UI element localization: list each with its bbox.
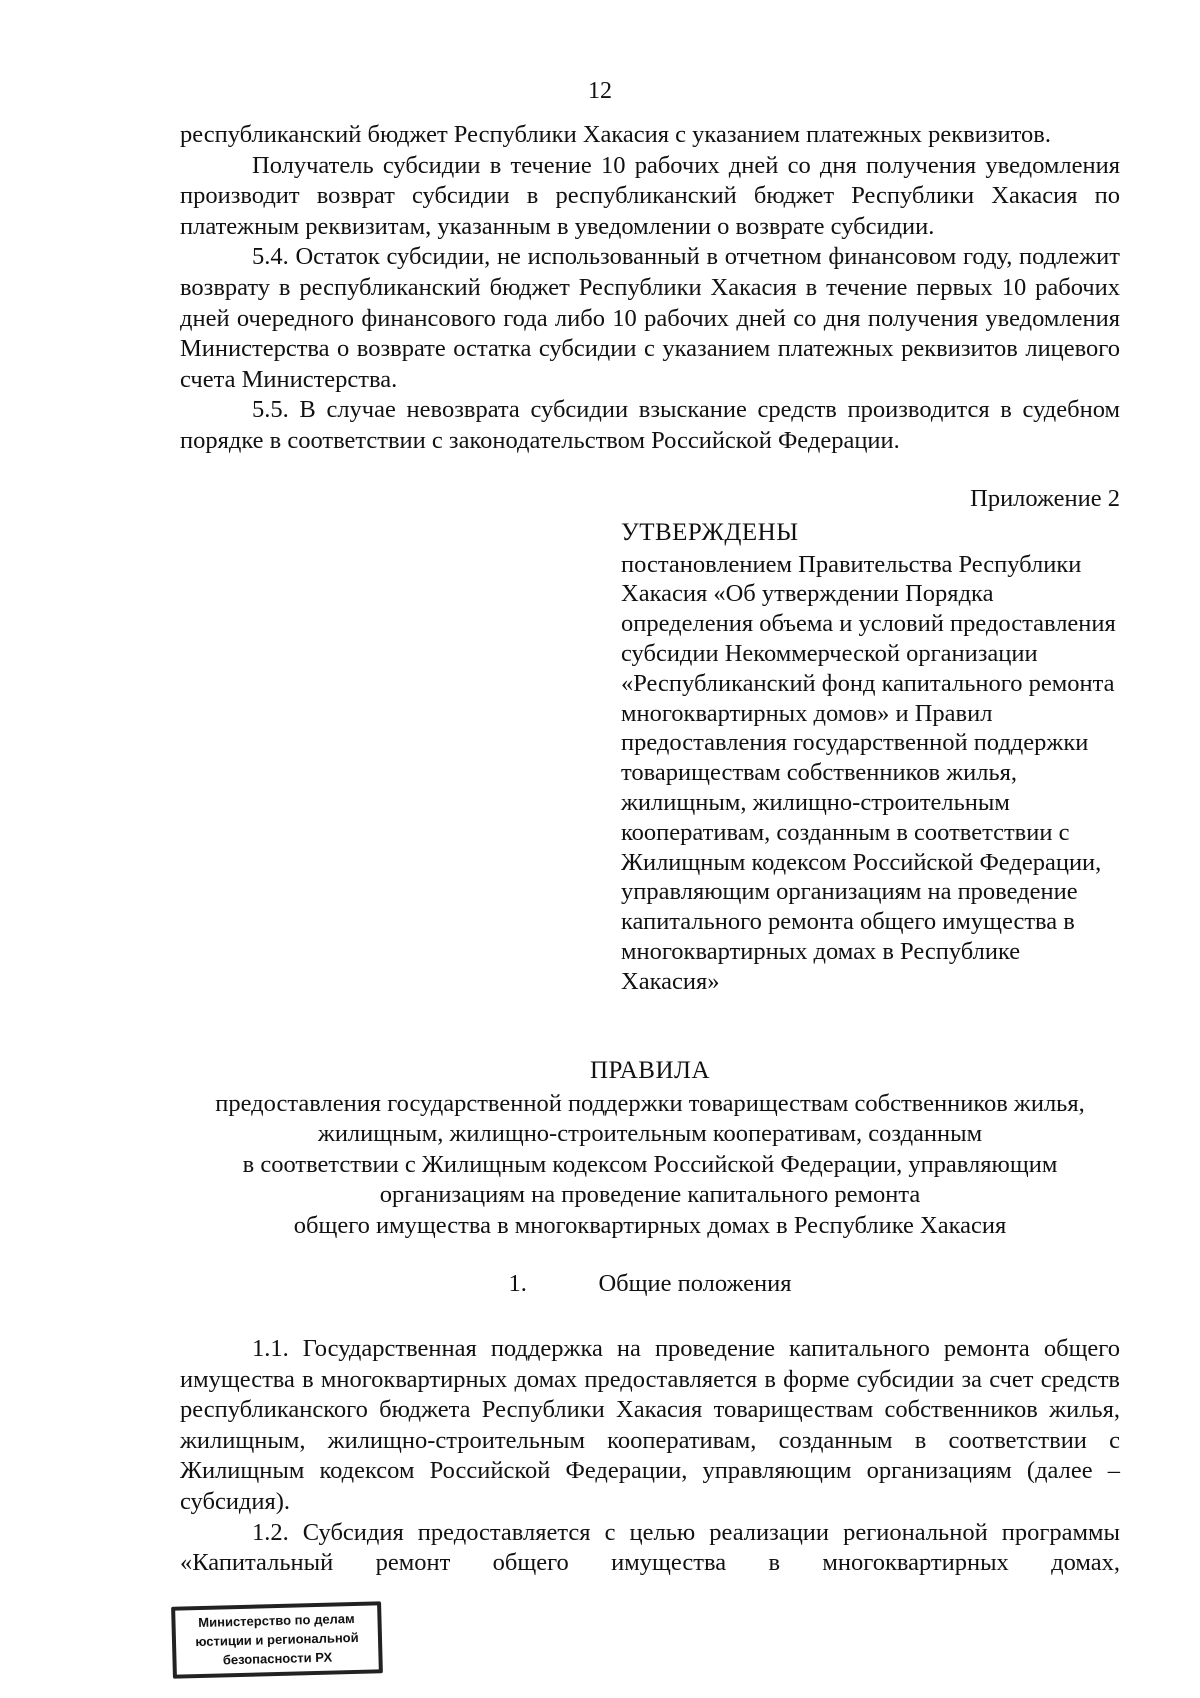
registration-stamp	[171, 1601, 383, 1678]
rules-subtitle-line: жилищным, жилищно-строительным кооперативам, созданным	[317, 1120, 983, 1148]
appendix-label: Приложение 2	[970, 485, 1120, 512]
page-number: 12	[588, 78, 612, 104]
paragraph-return-notice: Получатель субсидии в течение 10 рабочих дней со дня получения уведомления производит возврат субсидии в республиканский бюджет Республики Хакасия по платежным реквизитам, указанным в уведомлении о возврате субсидии.	[180, 151, 1120, 240]
paragraph-5-4: 5.4. Остаток субсидии, не использованный в отчетном финансовом году, подлежит возврату в республиканский бюджет Республики Хакасия в течение первых 10 рабочих дней очередного финансового года либо 10 рабочих дней со дня получения уведомления Министерства о возврате остатка субсидии с указанием платежных реквизитов лицевого счета Министерства.	[180, 243, 1120, 393]
rules-subtitle-line: общего имущества в многоквартирных домах в Республике Хакасия	[293, 1211, 1007, 1239]
section-body	[180, 1334, 1120, 1579]
approved-heading: УТВЕРЖДЕНЫ	[621, 518, 799, 546]
rules-heading-block	[180, 1056, 1120, 1242]
appendix-block	[621, 484, 1120, 997]
section-number: 1.	[508, 1270, 527, 1297]
stamp-line: Министерство по делам	[198, 1610, 355, 1631]
rules-subtitle-line: предоставления государственной поддержки товариществам собственников жилья,	[215, 1089, 1085, 1117]
paragraph-1-1: 1.1. Государственная поддержка на проведение капитального ремонта общего имущества в многоквартирных домах предоставляется в форме субсидии за счет средств республиканского бюджета Республики Хакасия товариществам собственников жилья, жилищным, жилищно-строительным кооперативам, созданным в соответствии с Жилищным кодексом Российской Федерации, управляющим организациям (далее – субсидия).	[180, 1335, 1120, 1515]
top-text-block	[180, 120, 1120, 457]
rules-subtitle-line: в соответствии с Жилищным кодексом Российской Федерации, управляющим	[242, 1150, 1058, 1178]
stamp-line: безопасности РХ	[222, 1649, 333, 1668]
rules-subtitle-line: организациям на проведение капитального ремонта	[379, 1181, 921, 1209]
stamp-line: юстиции и региональной	[195, 1629, 359, 1650]
approved-by-text: постановлением Правительства Республики Хакасия «Об утверждении Порядка определения объема и условий предоставления субсидии Некоммерческой организации «Республиканский фонд капитального ремонта многоквартирных домов» и Правил предоставления государственной поддержки товариществам собственников жилья, жилищным, жилищно-строительным кооперативам, созданным в соответствии с Жилищным кодексом Российской Федерации, управляющим организациям на проведение капитального ремонта общего имущества в многоквартирных домах в Республике Хакасия»	[621, 550, 1116, 995]
rules-title: ПРАВИЛА	[589, 1057, 711, 1084]
section-title: Общие положения	[598, 1270, 792, 1297]
paragraph-5-5: 5.5. В случае невозврата субсидии взыскание средств производится в судебном порядке в соответствии с законодательством Российской Федерации.	[180, 396, 1120, 454]
section-heading	[180, 1269, 1120, 1300]
paragraph-continuation: республиканский бюджет Республики Хакасия с указанием платежных реквизитов.	[180, 121, 1051, 148]
paragraph-1-2: 1.2. Субсидия предоставляется с целью реализации региональной программы «Капитальный ремонт общего имущества в многоквартирных домах,	[180, 1518, 1120, 1577]
